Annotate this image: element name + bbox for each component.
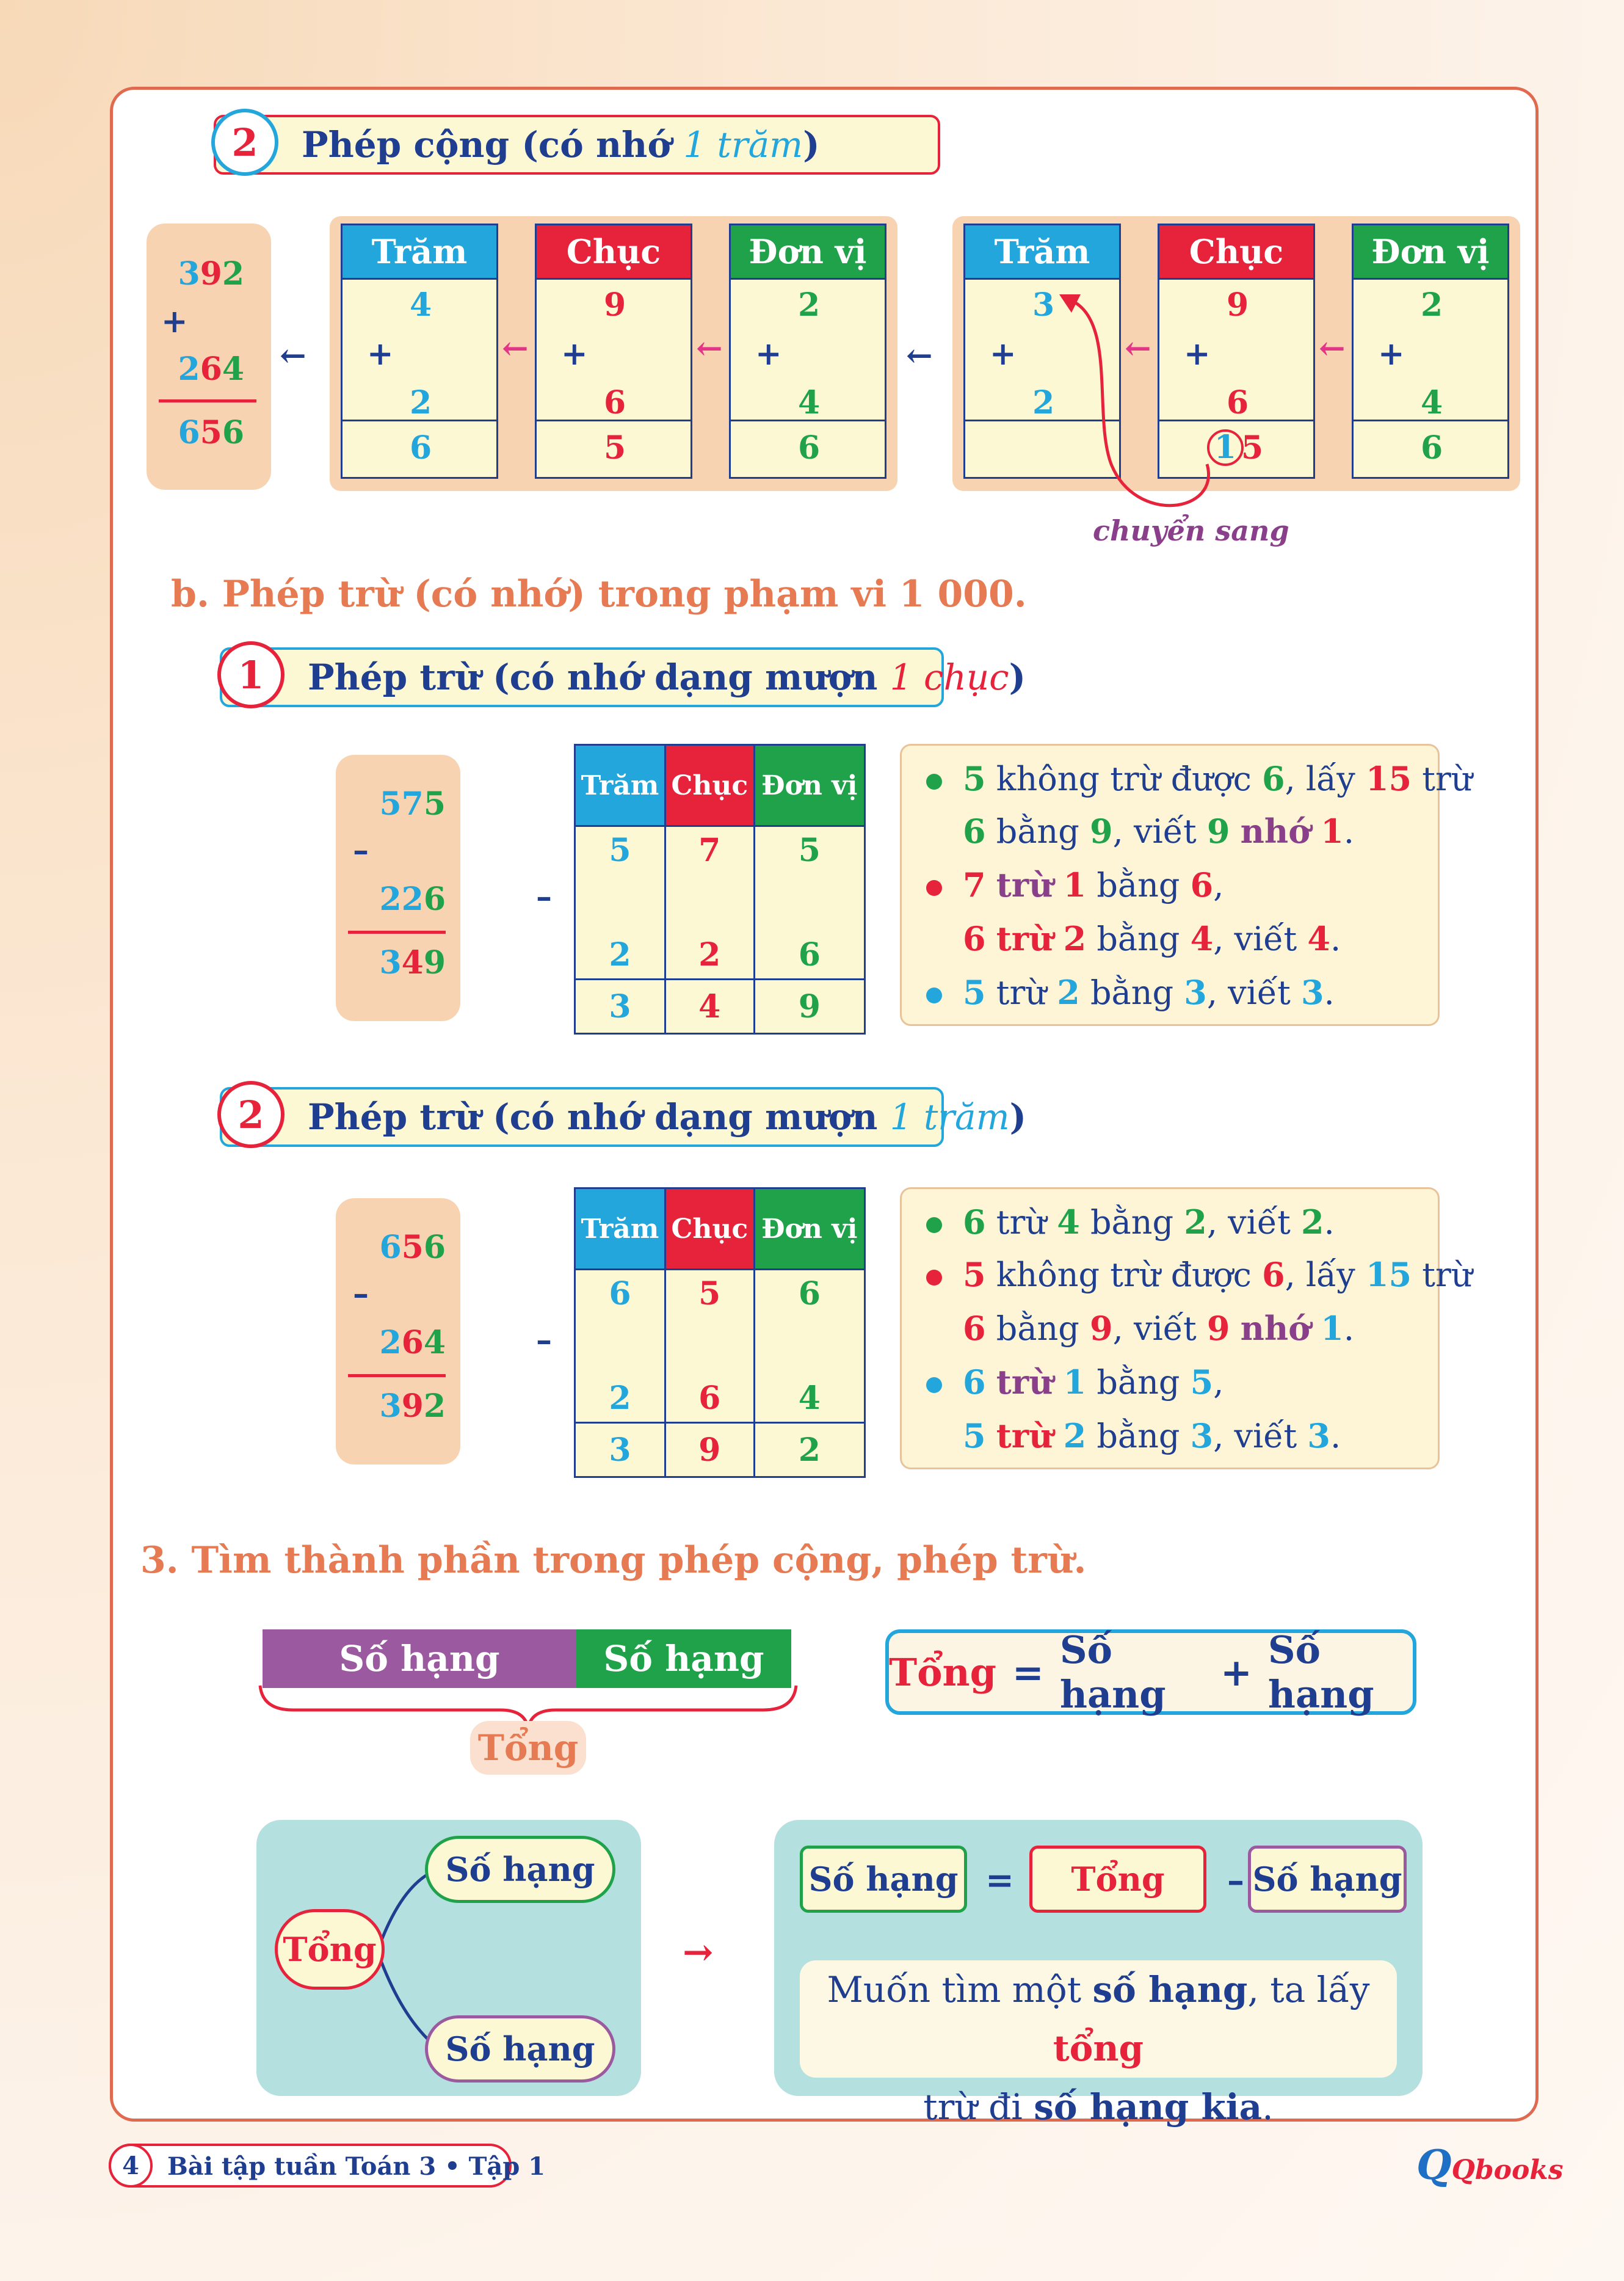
heading-title: Phép trừ (có nhớ dạng mượn 1 trăm) bbox=[308, 1096, 1027, 1138]
column-tram: Trăm 4 + 2 6 bbox=[341, 224, 498, 479]
bar-addend-right: Số hạng bbox=[576, 1629, 791, 1688]
minus-sign: – bbox=[536, 1322, 552, 1359]
carry-arrow bbox=[1038, 281, 1233, 537]
footer-label bbox=[109, 2144, 546, 2188]
sum: 656 bbox=[178, 414, 244, 451]
bar-total-label: Tổng bbox=[470, 1721, 586, 1775]
difference: 349 bbox=[379, 944, 446, 981]
addend-bar bbox=[263, 1629, 791, 1688]
heading-title: Phép trừ (có nhớ dạng mượn 1 chục) bbox=[308, 657, 1026, 698]
rule-minus: – bbox=[1227, 1860, 1244, 1901]
subtrahend: 226 bbox=[379, 881, 446, 918]
left-arrow-icon: ← bbox=[280, 337, 306, 374]
arrow-icon: ← bbox=[502, 330, 529, 367]
column-tram: Trăm 3 + 2 bbox=[963, 224, 1121, 479]
vertical-subtraction bbox=[336, 755, 460, 1021]
rule-equals: = bbox=[985, 1860, 1014, 1901]
vertical-addition bbox=[147, 224, 271, 490]
qbooks-logo: QQbooks bbox=[1416, 2141, 1564, 2189]
minus-sign: – bbox=[536, 878, 552, 915]
book-title: Bài tập tuần Toán 3 • Tập 1 bbox=[167, 2152, 546, 2181]
result-line bbox=[348, 931, 446, 934]
explanation-box: 6 trừ 4 bằng 2, viết 2. 5 không trừ được 6, lấy 15 trừ 6 bằng 9, viết 9 nhớ 1. 6 trừ 1 bằng 5, 5 trừ 2 bằng 3, viết 3. bbox=[900, 1187, 1440, 1469]
minus-sign: – bbox=[353, 832, 369, 869]
column-donvi: Đơn vị 2 + 4 6 bbox=[1352, 224, 1509, 479]
arrow-icon: ← bbox=[1125, 330, 1151, 367]
left-arrow-icon: ← bbox=[906, 337, 933, 374]
addend-2: 264 bbox=[178, 351, 244, 388]
bar-addend-left: Số hạng bbox=[263, 1629, 576, 1688]
subtraction-table: Trăm Chục Đơn vị 6 2 5 6 6 4 3 9 2 bbox=[574, 1187, 866, 1478]
page-number: 4 bbox=[109, 2144, 153, 2188]
vertical-subtraction bbox=[336, 1198, 460, 1464]
tree-root: Tổng bbox=[275, 1909, 385, 1990]
heading-number: 2 bbox=[217, 1081, 285, 1148]
column-chuc: Chục 9 + 6 1 5 bbox=[1158, 224, 1315, 479]
section-3-heading: 3. Tìm thành phần trong phép cộng, phép trừ. bbox=[140, 1539, 1087, 1582]
carry-label: chuyển sang bbox=[1093, 514, 1289, 547]
result-line bbox=[348, 1374, 446, 1377]
sum-line bbox=[159, 399, 256, 402]
minus-sign: – bbox=[353, 1275, 369, 1312]
rule-text-box: Muốn tìm một số hạng, ta lấy tổng trừ đi số hạng kia. bbox=[800, 1960, 1397, 2078]
addend-1: 392 bbox=[178, 255, 244, 293]
minuend: 656 bbox=[379, 1229, 446, 1266]
heading-subtraction-borrow-hundred bbox=[220, 1087, 1027, 1147]
minuend: 575 bbox=[379, 785, 446, 823]
explanation-box: 5 không trừ được 6, lấy 15 trừ 6 bằng 9, viết 9 nhớ 1. 7 trừ 1 bằng 6, 6 trừ 2 bằng 4, viết 4. 5 trừ 2 bằng 3, viết 3. bbox=[900, 744, 1440, 1026]
column-chuc: Chục 9 + 6 5 bbox=[535, 224, 692, 479]
heading-number: 1 bbox=[217, 641, 285, 708]
rule-panel bbox=[774, 1820, 1423, 2128]
tree-diagram bbox=[256, 1820, 641, 2096]
right-arrow-icon: → bbox=[683, 1931, 714, 1974]
heading-subtraction-borrow-ten bbox=[220, 647, 1026, 707]
tree-top-leaf: Số hạng bbox=[425, 1836, 615, 1903]
place-value-table-result bbox=[330, 216, 897, 491]
heading-number: 2 bbox=[211, 109, 278, 176]
heading-title: Phép cộng (có nhớ 1 trăm) bbox=[302, 124, 820, 166]
section-b-heading: b. Phép trừ (có nhớ) trong phạm vi 1 000. bbox=[171, 573, 1027, 616]
carry-digit: 1 bbox=[1207, 429, 1244, 466]
rule-total: Tổng bbox=[1029, 1846, 1206, 1913]
subtraction-table: Trăm Chục Đơn vị 5 2 7 2 5 6 3 4 9 bbox=[574, 744, 866, 1035]
subtrahend: 264 bbox=[379, 1324, 446, 1361]
heading-addition-carry-hundred bbox=[214, 115, 940, 175]
plus-sign: + bbox=[161, 303, 188, 340]
sum-formula: Tổng = Số hạng + Số hạng bbox=[885, 1629, 1416, 1715]
column-donvi: Đơn vị 2 + 4 6 bbox=[729, 224, 886, 479]
difference: 392 bbox=[379, 1388, 446, 1425]
rule-addend: Số hạng bbox=[800, 1846, 967, 1913]
rule-other-addend: Số hạng bbox=[1248, 1846, 1407, 1913]
tree-bottom-leaf: Số hạng bbox=[425, 2015, 615, 2083]
arrow-icon: ← bbox=[696, 330, 723, 367]
arrow-icon: ← bbox=[1319, 330, 1346, 367]
